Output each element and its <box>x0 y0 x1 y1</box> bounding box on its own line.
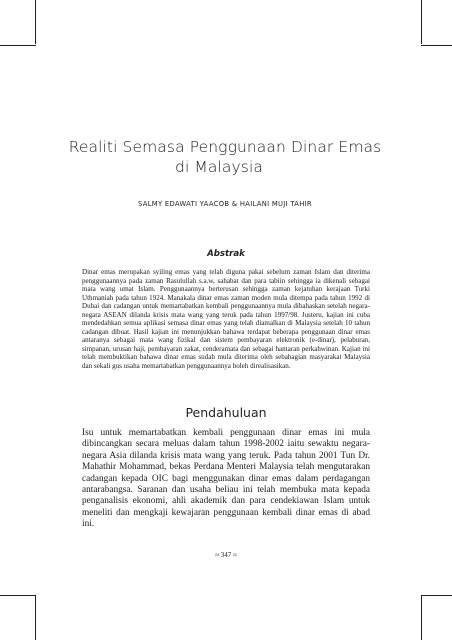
crop-mark-bottom-right-v <box>421 596 422 640</box>
abstract-text: Dinar emas merupakan syiling emas yang telah diguna pakai sebelum zaman Islam dan diterima penggunaannya pada zaman Rasulullah s.a.w, sahabat dan para tabiin sehingga ia dikenali sebagai mata wang umat Islam. Penggunaannya berterusan sehingga zaman kejatuhan kerajaan Turki Uthmaniah pada tahun 1924. Manakala dinar emas zaman moden mula ditempa pada tahun 1992 di Dubai dan cadangan untuk memartabatkan kembali penggunaannya mula dibahaskan setelah negara-negara ASEAN dilanda krisis mata wang yang teruk pada tahun 1997/98. Justeru, kajian ini cuba mendedahkan semua aplikasi semasa dinar emas yang telah diamalkan di Malaysia setelah 10 tahun cadangan dibuat. Hasil kajian ini menunjukkan bahawa terdapat beberapa penggunaan dinar emas antaranya sebagai mata wang fizikal dan sistem pembayaran elektronik (e-dinar), pelaburan, simpanan, urusan haji, pembayaran zakat, cenderamata dan sebagai hantaran perkahwinan. Kajian ini telah membuktikan bahawa dinar emas sudah mula diterima oleh sebahagian masyarakat Malaysia dan sekali gus usaha memartabatkan penggunaannya boleh direalisasikan. <box>82 268 370 371</box>
crop-mark-top-right-v <box>421 0 422 44</box>
crop-mark-top-left-v <box>35 0 36 44</box>
crop-mark-top-left-h <box>0 45 36 46</box>
article-title-line-2: di Malaysia <box>175 158 263 176</box>
crop-mark-bottom-left-h <box>0 595 36 596</box>
page-folio <box>0 551 452 559</box>
author-byline: SALMY EDAWATI YAACOB & HAILANI MUJI TAHIR <box>138 200 312 208</box>
article-title-line-1: Realiti Semasa Penggunaan Dinar Emas <box>68 138 382 156</box>
page-number: 347 <box>220 551 232 559</box>
folio-right-ornament: ≈ <box>233 551 237 559</box>
article-title <box>60 137 390 177</box>
crop-mark-top-right-h <box>421 45 452 46</box>
crop-mark-bottom-left-v <box>35 596 36 640</box>
folio-left-ornament: ≈ <box>215 551 219 559</box>
crop-mark-bottom-right-h <box>421 595 452 596</box>
section-heading: Pendahuluan <box>185 405 267 420</box>
abstract-heading: Abstrak <box>207 249 245 259</box>
section-body-text: Isu untuk memartabatkan kembali penggunaan dinar emas ini mula dibincangkan secara meluas dalam tahun 1998-2002 iaitu sewaktu negara-negara Asia dilanda krisis mata wang yang teruk. Pada tahun 2001 Tun Dr. Mahathir Mohammad, bekas Perdana Menteri Malaysia telah mengutarakan cadangan kepada OIC bagi menggunakan dinar emas dalam perdagangan antarabangsa. Saranan dan usaha beliau ini telah membuka mata kepada penganalisis ekonomi, ahli akademik dan para cendekiawan Islam untuk meneliti dan mengkaji kewajaran penggunaan kembali dinar emas di abad ini. <box>82 428 370 530</box>
